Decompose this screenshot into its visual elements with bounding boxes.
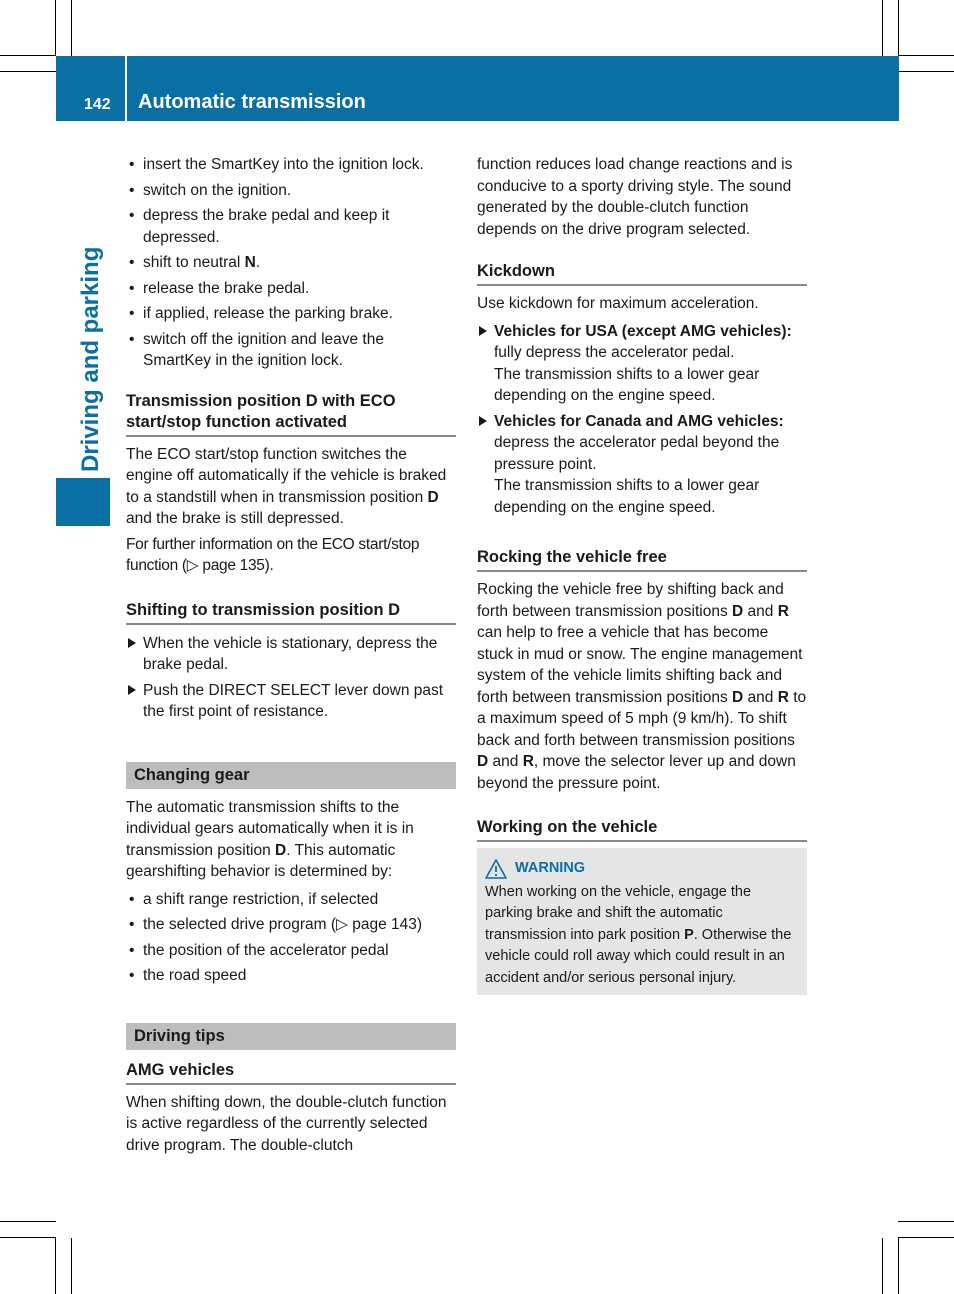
step-arrow-icon [479,416,487,426]
paragraph-text: can help to free a vehicle that has become stuck in mud or snow. The engine management system of the vehicle limits shifting back and forth between transmission positions [477,624,803,706]
gear-key: D [732,688,744,706]
list-item: • the selected drive program (▷ page 143) [126,914,456,936]
left-column [126,154,456,1156]
gear-key: R [522,753,534,770]
crop-mark [0,55,56,56]
crop-mark [898,1238,899,1294]
list-item: • insert the SmartKey into the ignition lock. [126,154,456,176]
paragraph-text: , move the selector lever up and down beyond the pressure point. [477,753,796,792]
step-note: The transmission shifts to a lower gear depending on the engine speed. [494,477,760,516]
changing-gear-heading: Changing gear [126,762,456,789]
eco-reference: For further information on the ECO start/stop function (▷ page 135). [126,535,420,574]
gear-key: D [732,602,744,620]
crop-mark [898,1237,954,1238]
crop-mark [71,0,72,56]
eco-paragraph [126,444,456,530]
procedure-bullets [126,154,456,372]
warning-triangle-icon [485,859,507,879]
paragraph-text: . Otherwise the vehicle could roll away which could result in an accident and/or serious personal injury. [485,926,792,986]
paragraph-text: . This automatic gearshifting behavior is determined by: [126,841,396,880]
paragraph-text: and [743,688,778,706]
crop-mark [55,1238,56,1294]
crop-mark [898,71,954,72]
working-heading: Working on the vehicle [477,817,807,842]
list-item: • switch off the ignition and leave the SmartKey in the ignition lock. [126,329,456,372]
continued-paragraph: function reduces load change reactions and is conducive to a sporty driving style. The sound generated by the double-clutch function depends on the drive program selected. [477,156,793,238]
warning-box [477,848,807,995]
gearshift-factors [126,889,456,987]
kickdown-heading: Kickdown [477,261,807,286]
crop-mark [0,71,56,72]
paragraph-text: and [743,602,778,620]
shift-steps [126,633,456,723]
paragraph-text: and the brake is still depressed. [126,510,344,527]
step-item [126,633,456,676]
step-text: Push the DIRECT SELECT lever down past the first point of resistance. [143,681,444,720]
step-text: When the vehicle is stationary, depress the brake pedal. [143,634,438,673]
list-item: • release the brake pedal. [126,278,456,300]
list-item [126,252,456,274]
paragraph-text: The ECO start/stop function switches the engine off automatically if the vehicle is braked to a standstill when in transmission position [126,445,447,506]
side-tab-block [56,478,110,526]
list-item: • if applied, release the parking brake. [126,303,456,325]
step-item [477,411,807,519]
list-item-text: shift to neutral [143,254,245,271]
list-item-text: . [255,254,261,271]
crop-mark [898,1221,954,1222]
shift-heading: Shifting to transmission position D [126,600,456,625]
page-title: Automatic transmission [138,91,366,113]
paragraph-text: When working on the vehicle, engage the parking brake and shift the automatic transmission into park position [485,883,752,943]
step-item [477,321,807,407]
warning-label: WARNING [515,860,586,876]
crop-mark [0,1237,56,1238]
driving-tips-heading: Driving tips [126,1023,456,1050]
list-item: • a shift range restriction, if selected [126,889,456,911]
right-column [477,154,807,995]
gear-key: N [244,254,256,271]
crop-mark [882,0,883,56]
kickdown-steps [477,321,807,519]
crop-mark [882,1238,883,1294]
page-number: 142 [84,96,111,113]
gear-key: D [477,753,489,770]
step-item [126,680,456,723]
crop-mark [898,0,899,56]
crop-mark [898,55,954,56]
gear-key: R [777,688,789,706]
crop-mark [55,0,56,56]
step-label: Vehicles for USA (except AMG vehicles): [494,322,792,340]
amg-paragraph: When shifting down, the double-clutch function is active regardless of the currently selected drive program. The double-clutch [126,1093,447,1154]
crop-mark [0,1221,56,1222]
paragraph-text: to a maximum speed of 5 mph (9 km/h). To shift back and forth between transmission positions [477,688,807,749]
paragraph-text: The automatic transmission shifts to the individual gears automatically when it is in transmission position [126,798,414,859]
warning-text [485,882,799,990]
rocking-paragraph [477,579,807,794]
list-item: • switch on the ignition. [126,180,456,202]
step-text: depress the accelerator pedal beyond the pressure point. [494,434,780,473]
crop-mark [71,1238,72,1294]
paragraph-text: Rocking the vehicle free by shifting back and forth between transmission positions [477,581,784,620]
gear-key: D [275,841,287,859]
changing-gear-paragraph [126,797,456,883]
gear-key: D [427,488,439,506]
step-arrow-icon [479,326,487,336]
side-tab-label: Driving and parking [77,246,104,472]
step-text: fully depress the accelerator pedal. [494,344,735,361]
step-arrow-icon [128,685,136,695]
gear-key: R [777,602,789,620]
rocking-heading: Rocking the vehicle free [477,547,807,572]
paragraph-text: and [488,753,523,770]
header-divider [125,56,127,121]
step-note: The transmission shifts to a lower gear depending on the engine speed. [494,365,760,404]
list-item: • the position of the accelerator pedal [126,940,456,962]
amg-heading: AMG vehicles [126,1060,456,1085]
list-item: • the road speed [126,965,456,987]
list-item: • depress the brake pedal and keep it depressed. [126,205,456,248]
warning-header [485,858,799,880]
eco-heading: Transmission position D with ECO start/stop function activated [126,391,456,437]
step-label: Vehicles for Canada and AMG vehicles: [494,412,784,430]
gear-key: P [684,926,694,943]
step-arrow-icon [128,638,136,648]
kickdown-paragraph: Use kickdown for maximum acceleration. [477,295,759,312]
